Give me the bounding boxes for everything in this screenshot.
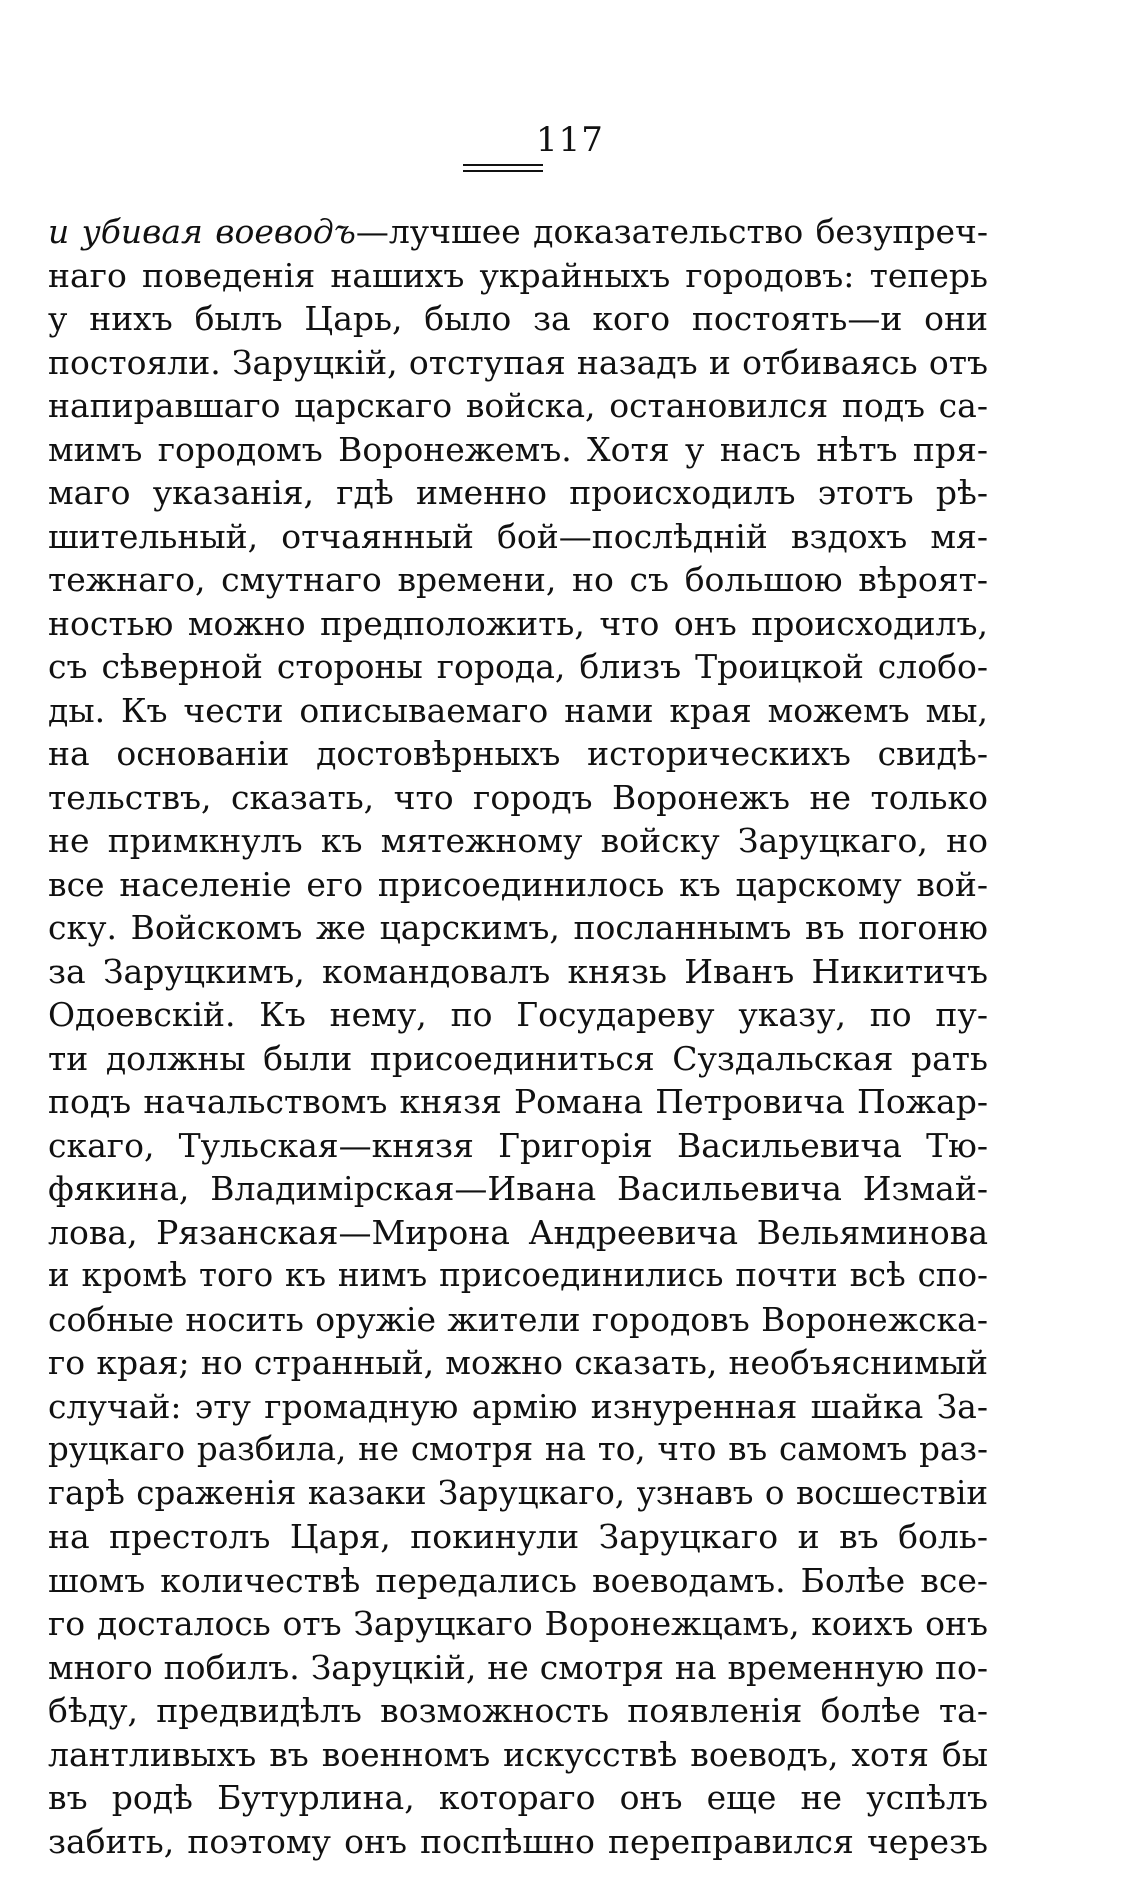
text-line: напиравшаго царскаго войска, остановился подъ са- xyxy=(48,386,988,425)
text-line: съ сѣверной стороны города, близъ Троицкой слобо- xyxy=(48,647,988,686)
text-line: шомъ количествѣ передались воеводамъ. Болѣе все- xyxy=(48,1560,988,1600)
text-line: маго указанія, гдѣ именно происходилъ этотъ рѣ- xyxy=(48,473,988,512)
text-line: все населеніе его присоединилось къ царскому вой- xyxy=(48,864,988,904)
text-line: фякина, Владимірская—Ивана Васильевича Измай- xyxy=(48,1169,988,1208)
text-line: собные носить оружіе жители городовъ Воронежска- xyxy=(48,1299,988,1339)
text-line: не примкнулъ къ мятежному войску Заруцкаго, но xyxy=(48,821,988,860)
text-line: шительный, отчаянный бой—послѣдній вздохъ мя- xyxy=(48,516,988,556)
text-line: и кромѣ того къ нимъ присоединились почти всѣ спо- xyxy=(48,1256,988,1294)
text-line: го досталось отъ Заруцкаго Воронежцамъ, коихъ онъ xyxy=(48,1604,988,1643)
text-line: мимъ городомъ Воронежемъ. Хотя у насъ нѣтъ пря- xyxy=(48,429,988,469)
text-line: подъ начальствомъ князя Романа Петровича Пожар- xyxy=(48,1082,988,1121)
text-line: забить, поэтому онъ поспѣшно переправился черезъ xyxy=(48,1821,988,1861)
text-line: на основаніи достовѣрныхъ историческихъ свидѣ- xyxy=(48,734,988,773)
text-line: бѣду, предвидѣлъ возможность появленія болѣе та- xyxy=(48,1691,988,1730)
text-line: лантливыхъ въ военномъ искусствѣ воеводъ, хотя бы xyxy=(48,1734,988,1774)
page-number: 117 xyxy=(536,120,604,160)
text-line: на престолъ Царя, покинули Заруцкаго и въ боль- xyxy=(48,1517,988,1556)
text-line: за Заруцкимъ, командовалъ князь Иванъ Никитичъ xyxy=(48,951,988,991)
header-rule-top xyxy=(463,164,543,166)
text-line: лова, Рязанская—Мирона Андреевича Вельяминова xyxy=(48,1212,988,1252)
italic-phrase: и убивая воеводъ xyxy=(48,212,356,251)
text-line: наго поведенія нашихъ украйныхъ городовъ: теперь xyxy=(48,255,988,295)
text-line xyxy=(48,210,988,254)
text-line: ностью можно предположить, что онъ происходилъ, xyxy=(48,603,988,643)
text-line: тельствъ, сказать, что городъ Воронежъ не только xyxy=(48,777,988,817)
text-line: го края; но странный, можно сказать, необъяснимый xyxy=(48,1343,988,1382)
text-line: у нихъ былъ Царь, было за кого постоять—и они xyxy=(48,299,988,338)
text-line: постояли. Заруцкій, отступая назадъ и отбиваясь отъ xyxy=(48,342,988,382)
line-rest: —лучшее доказательство безупреч- xyxy=(355,212,988,251)
text-line: въ родѣ Бутурлина, котораго онъ еще не успѣлъ xyxy=(48,1778,988,1817)
text-line: случай: эту громадную армію изнуренная шайка За- xyxy=(48,1386,988,1426)
text-line: Одоевскій. Къ нему, по Государеву указу, по пу- xyxy=(48,995,988,1034)
text-line: ды. Къ чести описываемаго нами края можемъ мы, xyxy=(48,690,988,730)
header-rule-bottom xyxy=(463,170,543,172)
text-line: руцкаго разбила, не смотря на то, что въ самомъ раз- xyxy=(48,1430,988,1468)
text-line: много побилъ. Заруцкій, не смотря на временную по- xyxy=(48,1647,988,1687)
body-text xyxy=(48,210,988,1863)
text-line: тежнаго, смутнаго времени, но съ большою вѣроят- xyxy=(48,560,988,599)
text-line: скаго, Тульская—князя Григорія Васильевича Тю- xyxy=(48,1125,988,1165)
text-line: гарѣ сраженія казаки Заруцкаго, узнавъ о восшествіи xyxy=(48,1473,988,1512)
text-line: ску. Войскомъ же царскимъ, посланнымъ въ погоню xyxy=(48,908,988,947)
text-line: ти должны были присоединиться Суздальская рать xyxy=(48,1038,988,1078)
